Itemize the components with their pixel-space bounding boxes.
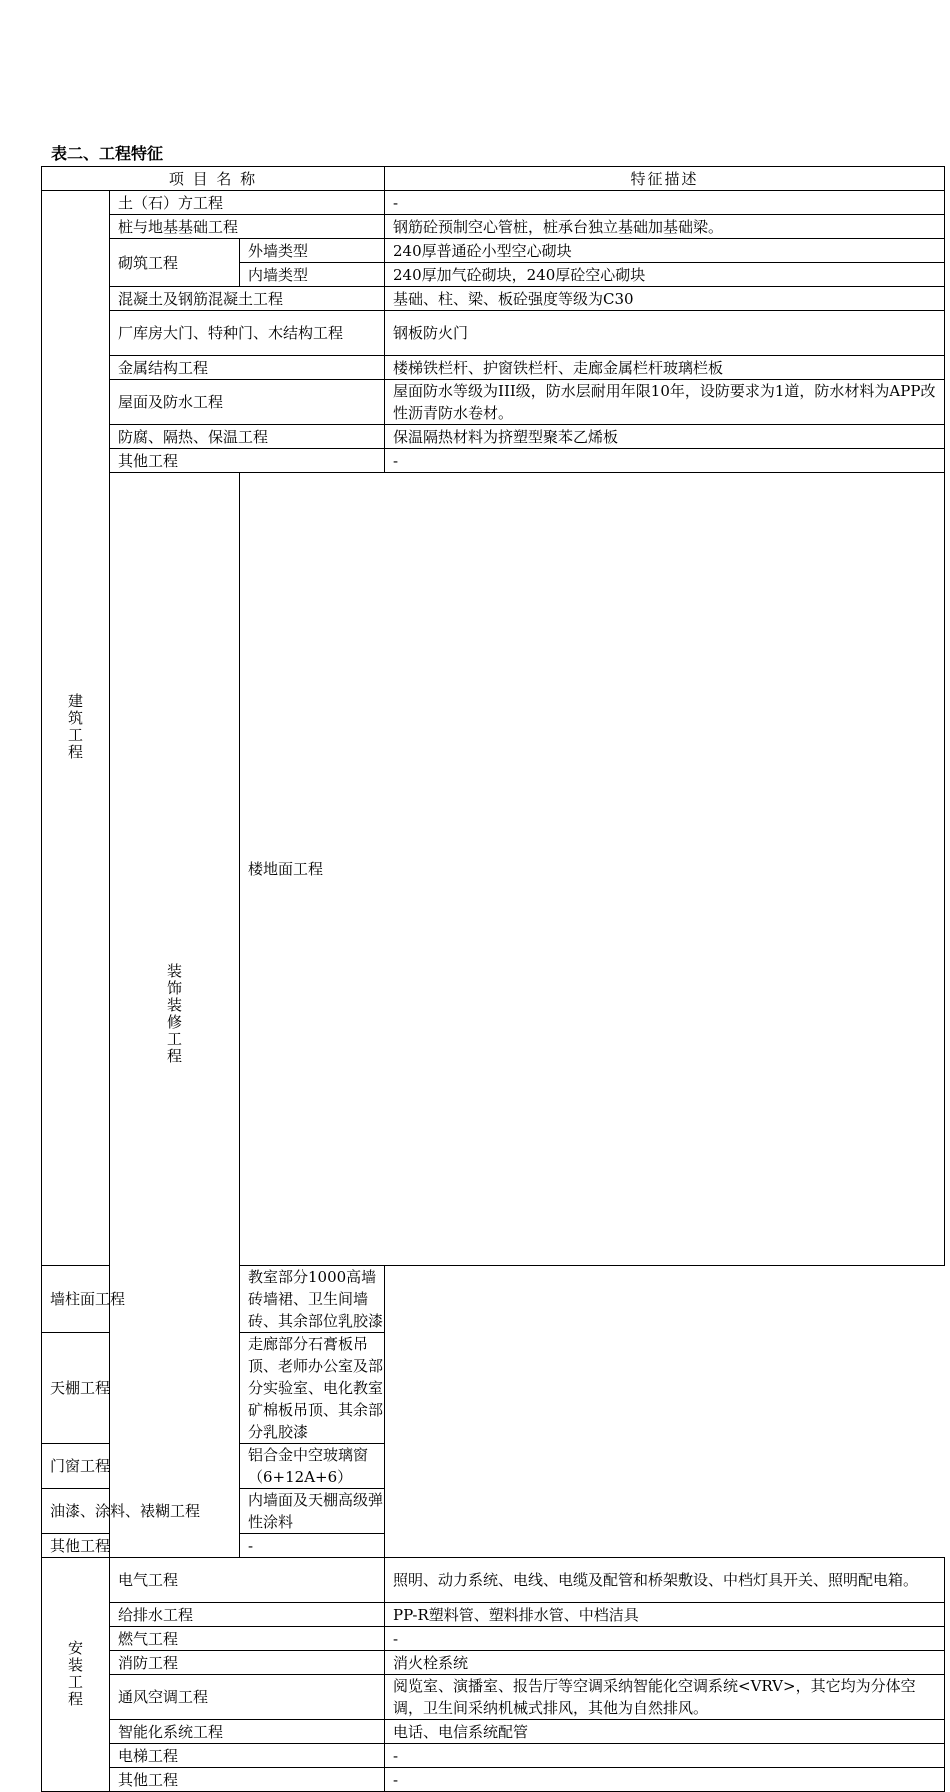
table-row <box>42 1651 945 1675</box>
table-row <box>42 356 945 380</box>
table-row <box>42 425 945 449</box>
item-description: 内墙面及天棚高级弹性涂料 <box>240 1489 385 1534</box>
item-description: 楼梯铁栏杆、护窗铁栏杆、走廊金属栏杆玻璃栏板 <box>385 356 945 380</box>
table-row <box>42 1627 945 1651</box>
item-label: 厂库房大门、特种门、木结构工程 <box>110 311 385 356</box>
item-label: 其他工程 <box>110 449 385 473</box>
header-description: 特征描述 <box>385 167 945 191</box>
item-label: 混凝土及钢筋混凝土工程 <box>110 287 385 311</box>
item-label: 门窗工程 <box>42 1444 240 1489</box>
item-description: - <box>385 1768 945 1792</box>
table-row <box>42 1720 945 1744</box>
item-label: 土（石）方工程 <box>110 191 385 215</box>
item-label: 桩与地基基础工程 <box>110 215 385 239</box>
table-row <box>42 311 945 356</box>
item-description: 消火栓系统 <box>385 1651 945 1675</box>
item-label: 其他工程 <box>42 1534 240 1558</box>
item-label: 燃气工程 <box>110 1627 385 1651</box>
item-description: - <box>385 449 945 473</box>
table-row <box>42 1744 945 1768</box>
item-label: 油漆、涂料、裱糊工程 <box>42 1489 240 1534</box>
item-description: 钢筋砼预制空心管桩，桩承台独立基础加基础梁。 <box>385 215 945 239</box>
item-description: 铝合金中空玻璃窗（6+12A+6） <box>240 1444 385 1489</box>
item-description: 走廊部分石膏板吊顶、老师办公室及部分实验室、电化教室矿棉板吊顶、其余部分乳胶漆 <box>240 1333 385 1444</box>
item-label: 电气工程 <box>110 1558 385 1603</box>
table-title: 表二、工程特征 <box>51 144 164 163</box>
item-description: - <box>385 1627 945 1651</box>
item-label: 天棚工程 <box>42 1333 240 1444</box>
table-row <box>42 1768 945 1792</box>
table-row <box>42 239 945 263</box>
item-description: 阅览室、演播室、报告厅等空调采纳智能化空调系统<VRV>，其它均为分体空调，卫生间采纳机械式排风，其他为自然排风。 <box>385 1675 945 1720</box>
table-row <box>42 1333 945 1444</box>
item-description: - <box>385 1744 945 1768</box>
category-decoration: 装饰装修工程 <box>110 473 240 1558</box>
item-label: 消防工程 <box>110 1651 385 1675</box>
sub-item-label: 外墙类型 <box>240 239 385 263</box>
item-label: 给排水工程 <box>110 1603 385 1627</box>
item-description: 照明、动力系统、电线、电缆及配管和桥架敷设、中档灯具开关、照明配电箱。 <box>385 1558 945 1603</box>
table-row <box>42 1489 945 1534</box>
item-label: 金属结构工程 <box>110 356 385 380</box>
item-label: 电梯工程 <box>110 1744 385 1768</box>
project-features-table <box>41 166 945 1792</box>
item-label: 通风空调工程 <box>110 1675 385 1720</box>
table-row <box>42 449 945 473</box>
table-row <box>42 1675 945 1720</box>
table-row <box>42 1534 945 1558</box>
table-row <box>42 1444 945 1489</box>
table-header-row <box>42 167 945 191</box>
category-installation: 安装工程 <box>42 1558 110 1792</box>
item-description: - <box>385 191 945 215</box>
item-description: 基础、柱、梁、板砼强度等级为C30 <box>385 287 945 311</box>
item-label: 楼地面工程 <box>240 473 945 1266</box>
table-row <box>42 287 945 311</box>
item-description: 240厚加气砼砌块，240厚砼空心砌块 <box>385 263 945 287</box>
item-label: 屋面及防水工程 <box>110 380 385 425</box>
table-row <box>42 473 945 1266</box>
item-label: 砌筑工程 <box>110 239 240 287</box>
item-description: 屋面防水等级为III级，防水层耐用年限10年，设防要求为1道，防水材料为APP改性沥青防水卷材。 <box>385 380 945 425</box>
sub-item-label: 内墙类型 <box>240 263 385 287</box>
table-row <box>42 1266 945 1333</box>
table-row <box>42 1558 945 1603</box>
table-row <box>42 380 945 425</box>
table-row <box>42 191 945 215</box>
item-description: - <box>240 1534 385 1558</box>
item-description: 240厚普通砼小型空心砌块 <box>385 239 945 263</box>
item-label: 其他工程 <box>110 1768 385 1792</box>
category-building: 建筑工程 <box>42 191 110 1266</box>
item-description: 教室部分1000高墙砖墙裙、卫生间墙砖、其余部位乳胶漆 <box>240 1266 385 1333</box>
item-label: 智能化系统工程 <box>110 1720 385 1744</box>
item-label: 墙柱面工程 <box>42 1266 240 1333</box>
item-description: 电话、电信系统配管 <box>385 1720 945 1744</box>
item-description: 钢板防火门 <box>385 311 945 356</box>
item-description: PP-R塑料管、塑料排水管、中档洁具 <box>385 1603 945 1627</box>
item-description: 保温隔热材料为挤塑型聚苯乙烯板 <box>385 425 945 449</box>
table-row <box>42 215 945 239</box>
item-label: 防腐、隔热、保温工程 <box>110 425 385 449</box>
table-row <box>42 1603 945 1627</box>
header-item-name: 项 目 名 称 <box>42 167 385 191</box>
